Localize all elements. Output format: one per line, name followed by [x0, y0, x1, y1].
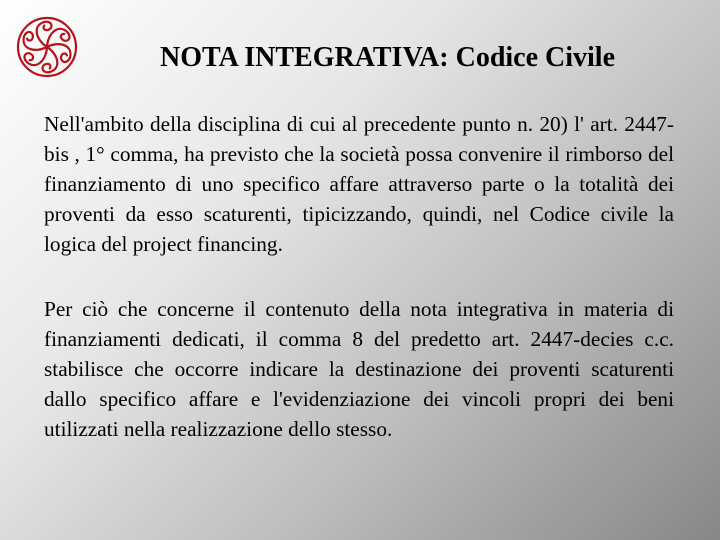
body-paragraph-2: Per ciò che concerne il contenuto della nota integrativa in materia di finanziamenti dedicati, il comma 8 del predetto art. 2447-decies c.c. stabilisce che occorre indicare la destinazione dei proventi scaturenti dallo specifico affare e l'evidenziazione dei vincoli propri dei beni utilizzati nella realizzazione dello stesso. — [44, 297, 674, 441]
body-paragraph-1: Nell'ambito della disciplina di cui al precedente punto n. 20) l' art. 2447-bis , 1° comma, ha previsto che la società possa convenire il rimborso del finanziamento di uno specifico affare attraverso parte o la totalità dei proventi da esso scaturenti, tipicizzando, quindi, nel Codice civile la logica del project financing. — [44, 112, 674, 256]
slide-title: NOTA INTEGRATIVA: Codice Civile — [159, 42, 616, 73]
